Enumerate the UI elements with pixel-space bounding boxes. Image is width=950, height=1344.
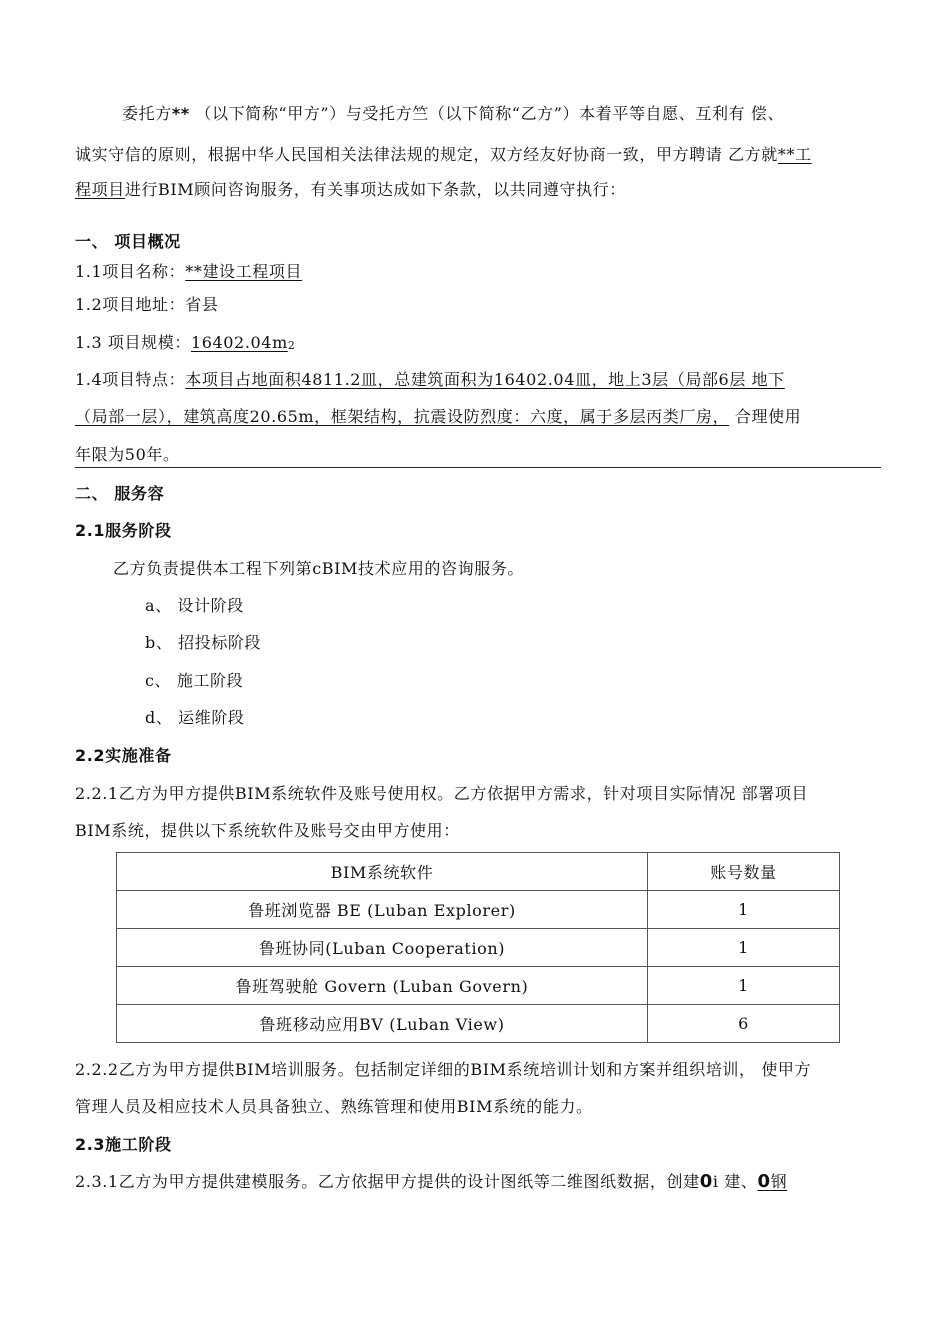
table-row xyxy=(117,891,840,929)
paragraph-2-3-1 xyxy=(75,1172,787,1192)
account-count: 1 xyxy=(648,967,840,1005)
phase-item: d、 运维阶段 xyxy=(145,708,245,727)
header-account-count: 账号数量 xyxy=(648,853,840,891)
item-1-1 xyxy=(75,262,302,282)
subsection-2-1: 2.1服务阶段 xyxy=(75,521,172,540)
item-1-4-cont xyxy=(75,407,801,427)
item-1-4 xyxy=(75,370,785,390)
section-divider xyxy=(75,467,881,468)
item-1-4-end: 年限为50年。 xyxy=(75,445,180,464)
intro-text: 进行BIM顾问咨询服务，有关事项达成如下条款，以共同遵守执行： xyxy=(124,180,626,199)
glyph-artifact: 0 xyxy=(757,1171,771,1192)
project-name-link: 程项目 xyxy=(75,180,125,199)
glyph-artifact: 0 xyxy=(699,1171,713,1192)
phase-item: a、 设计阶段 xyxy=(145,596,244,615)
project-name-link: **工 xyxy=(777,145,812,164)
table-row xyxy=(117,929,840,967)
section-1-heading: 一、 项目概况 xyxy=(75,232,181,251)
software-name: 鲁班协同(Luban Cooperation) xyxy=(117,929,648,967)
section-2-heading: 二、 服务容 xyxy=(75,484,165,503)
unit-superscript: 2 xyxy=(287,339,296,352)
table-row xyxy=(117,1005,840,1043)
project-features-text: 合理使用 xyxy=(729,407,802,426)
intro-text: 委托方 xyxy=(122,104,172,123)
phase-item: b、 招投标阶段 xyxy=(145,633,262,652)
item-1-3 xyxy=(75,333,295,356)
intro-text: 诚实守信的原则，根据中华人民国相关法律法规的规定，双方经友好协商一致，甲方聘请 乙方就 xyxy=(75,145,778,164)
subsection-2-2: 2.2实施准备 xyxy=(75,746,172,765)
item-label: 1.4项目特点： xyxy=(75,370,186,389)
account-count: 1 xyxy=(648,891,840,929)
item-label: 1.1项目名称： xyxy=(75,262,186,281)
paragraph-text: 钢 xyxy=(770,1172,788,1191)
intro-line-3 xyxy=(75,180,626,200)
intro-line-2 xyxy=(75,145,812,165)
project-scale-value: 16402.04m xyxy=(190,333,288,352)
service-description: 乙方负责提供本工程下列第cBIM技术应用的咨询服务。 xyxy=(113,559,525,578)
table-row xyxy=(117,967,840,1005)
software-name: 鲁班驾驶舱 Govern (Luban Govern) xyxy=(117,967,648,1005)
paragraph-2-2-2-cont: 管理人员及相应技术人员具备独立、熟练管理和使用BIM系统的能力。 xyxy=(75,1097,593,1116)
subsection-2-3: 2.3施工阶段 xyxy=(75,1135,172,1154)
item-1-2: 1.2项目地址：省县 xyxy=(75,295,219,314)
table-header-row xyxy=(117,853,840,891)
paragraph-2-2-2: 2.2.2乙方为甲方提供BIM培训服务。包括制定详细的BIM系统培训计划和方案并组织培训， 使甲方 xyxy=(75,1060,812,1079)
item-label: 1.3 项目规模： xyxy=(75,333,191,352)
party-a-placeholder: ** xyxy=(171,104,190,123)
account-count: 1 xyxy=(648,929,840,967)
intro-text: （以下简称“甲方”）与受托方竺（以下简称“乙方”）本着平等自愿、互利有 偿、 xyxy=(189,104,785,123)
paragraph-2-2-1-cont: BIM系统，提供以下系统软件及账号交由甲方使用： xyxy=(75,821,460,840)
software-name: 鲁班浏览器 BE (Luban Explorer) xyxy=(117,891,648,929)
software-table xyxy=(116,852,840,1043)
paragraph-text: i 建、 xyxy=(712,1172,758,1191)
project-name-value: **建设工程项目 xyxy=(185,262,303,281)
paragraph-2-2-1: 2.2.1乙方为甲方提供BIM系统软件及账号使用权。乙方依据甲方需求，针对项目实际情况 部署项目 xyxy=(75,784,809,803)
software-name: 鲁班移动应用BV (Luban View) xyxy=(117,1005,648,1043)
paragraph-text: 2.3.1乙方为甲方提供建模服务。乙方依据甲方提供的设计图纸等二维图纸数据，创建 xyxy=(75,1172,700,1191)
project-features-text: 本项目占地面积4811.2皿，总建筑面积为16402.04皿，地上3层（局部6层 地下 xyxy=(185,370,785,389)
account-count: 6 xyxy=(648,1005,840,1043)
header-software: BIM系统软件 xyxy=(117,853,648,891)
phase-item: c、 施工阶段 xyxy=(145,671,244,690)
project-features-text: （局部一层），建筑高度20.65m，框架结构，抗震设防烈度：六度，属于多层丙类厂房， xyxy=(75,407,730,426)
intro-line-1 xyxy=(122,104,784,124)
